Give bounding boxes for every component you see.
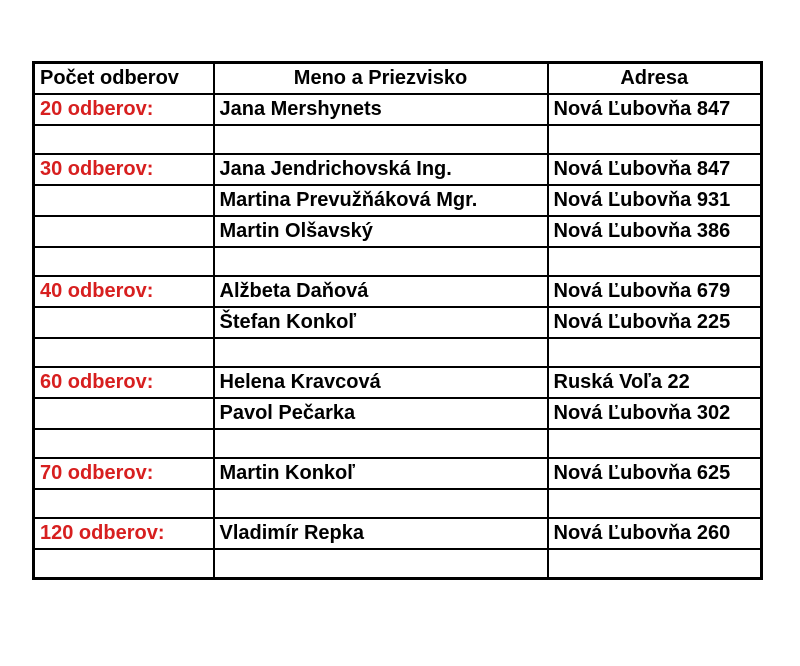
address-cell [548,247,762,276]
address-cell [548,489,762,518]
address-cell: Nová Ľubovňa 679 [548,276,762,307]
table-header-row [34,63,762,95]
address-cell: Nová Ľubovňa 847 [548,154,762,185]
table-row [34,185,762,216]
name-cell: Vladimír Repka [214,518,548,549]
table-row [34,367,762,398]
name-cell [214,247,548,276]
count-cell: 30 odberov: [34,154,214,185]
table-row [34,94,762,125]
name-cell: Alžbeta Daňová [214,276,548,307]
name-cell: Jana Jendrichovská Ing. [214,154,548,185]
address-cell [548,125,762,154]
count-cell [34,398,214,429]
name-cell: Martin Konkoľ [214,458,548,489]
count-cell [34,489,214,518]
table-row [34,518,762,549]
table-row [34,125,762,154]
name-cell [214,338,548,367]
table-row [34,429,762,458]
count-cell [34,549,214,578]
count-cell: 20 odberov: [34,94,214,125]
address-cell: Nová Ľubovňa 625 [548,458,762,489]
count-cell [34,247,214,276]
count-cell: 60 odberov: [34,367,214,398]
address-cell [548,338,762,367]
table-row [34,247,762,276]
header-name: Meno a Priezvisko [214,63,548,95]
address-cell: Nová Ľubovňa 260 [548,518,762,549]
table-row [34,489,762,518]
table-row [34,549,762,578]
name-cell [214,125,548,154]
table-row [34,216,762,247]
address-cell: Nová Ľubovňa 225 [548,307,762,338]
address-cell: Ruská Voľa 22 [548,367,762,398]
count-cell: 40 odberov: [34,276,214,307]
table-row [34,338,762,367]
count-cell: 70 odberov: [34,458,214,489]
table-row [34,398,762,429]
count-cell [34,429,214,458]
count-cell [34,338,214,367]
name-cell: Štefan Konkoľ [214,307,548,338]
name-cell [214,429,548,458]
header-count: Počet odberov [34,63,214,95]
name-cell: Helena Kravcová [214,367,548,398]
table-row [34,154,762,185]
name-cell [214,489,548,518]
name-cell: Martin Olšavský [214,216,548,247]
name-cell [214,549,548,578]
address-cell [548,429,762,458]
address-cell: Nová Ľubovňa 302 [548,398,762,429]
count-cell [34,185,214,216]
address-cell: Nová Ľubovňa 386 [548,216,762,247]
name-cell: Jana Mershynets [214,94,548,125]
table-row [34,276,762,307]
name-cell: Pavol Pečarka [214,398,548,429]
count-cell: 120 odberov: [34,518,214,549]
table-row [34,307,762,338]
header-address: Adresa [548,63,762,95]
table-row [34,458,762,489]
address-cell: Nová Ľubovňa 847 [548,94,762,125]
address-cell: Nová Ľubovňa 931 [548,185,762,216]
name-cell: Martina Prevužňáková Mgr. [214,185,548,216]
donors-table [32,61,763,580]
count-cell [34,125,214,154]
address-cell [548,549,762,578]
count-cell [34,216,214,247]
table-body [34,63,762,579]
count-cell [34,307,214,338]
